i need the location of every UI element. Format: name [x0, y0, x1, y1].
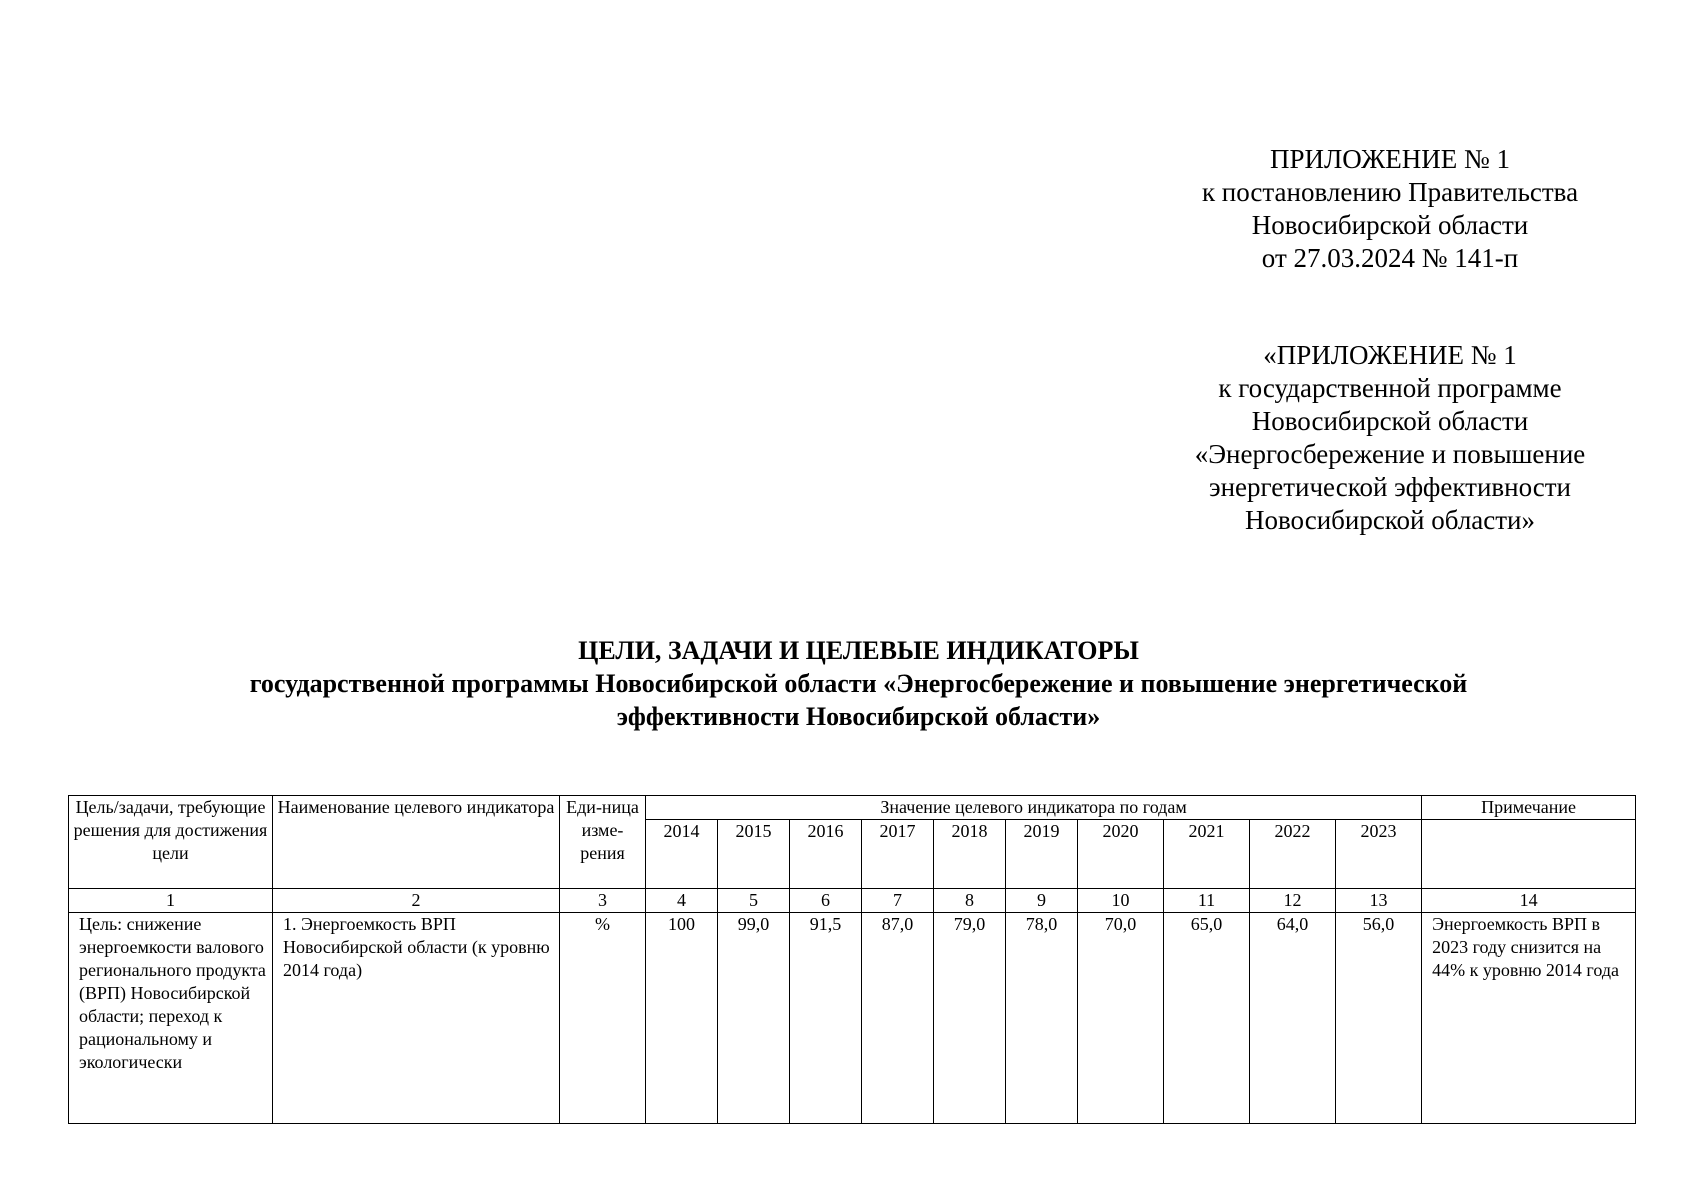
- document-title: ЦЕЛИ, ЗАДАЧИ И ЦЕЛЕВЫЕ ИНДИКАТОРЫ: [578, 636, 1139, 665]
- decree-attachment-block: [1140, 143, 1640, 275]
- cell-goal: Цель: снижение энергоемкости валового регионального продукта (ВРП) Новосибирской области; переход к рациональному и экологически: [69, 913, 273, 1124]
- document-subtitle-line1: государственной программы Новосибирской области «Энергосбережение и повышение энергетической: [249, 669, 1468, 698]
- header-year: 2022: [1250, 820, 1336, 889]
- header-year: 2020: [1078, 820, 1164, 889]
- header-year: 2015: [718, 820, 790, 889]
- indicators-table: [68, 795, 1636, 1124]
- decree-attachment-line: от 27.03.2024 № 141-п: [1261, 243, 1519, 273]
- header-unit: Еди-ница изме-рения: [560, 796, 646, 889]
- cell-value: 70,0: [1078, 913, 1164, 1124]
- cell-value: 91,5: [790, 913, 862, 1124]
- cell-value: 78,0: [1006, 913, 1078, 1124]
- header-year: 2019: [1006, 820, 1078, 889]
- document-subtitle-line2: эффективности Новосибирской области»: [616, 702, 1101, 731]
- header-year: 2016: [790, 820, 862, 889]
- cell-value: 65,0: [1164, 913, 1250, 1124]
- column-number: 7: [862, 889, 934, 913]
- header-year: 2017: [862, 820, 934, 889]
- header-indicator: Наименование целевого индикатора: [273, 796, 560, 889]
- program-attachment-block: [1140, 339, 1640, 537]
- header-year: 2014: [646, 820, 718, 889]
- program-attachment-line: «ПРИЛОЖЕНИЕ № 1: [1263, 340, 1517, 370]
- header-values-by-year: Значение целевого индикатора по годам: [646, 796, 1422, 820]
- header-year: 2021: [1164, 820, 1250, 889]
- column-number: 1: [69, 889, 273, 913]
- program-attachment-line: Новосибирской области»: [1244, 505, 1536, 535]
- cell-value: 87,0: [862, 913, 934, 1124]
- header-note: Примечание: [1422, 796, 1636, 820]
- header-year: 2023: [1336, 820, 1422, 889]
- table-column-number-row: [69, 889, 1636, 913]
- cell-value: 100: [646, 913, 718, 1124]
- document-heading: [60, 634, 1657, 733]
- cell-value: 99,0: [718, 913, 790, 1124]
- cell-indicator: 1. Энергоемкость ВРП Новосибирской области (к уровню 2014 года): [273, 913, 560, 1124]
- column-number: 8: [934, 889, 1006, 913]
- column-number: 4: [646, 889, 718, 913]
- header-goal: Цель/задачи, требующие решения для достижения цели: [69, 796, 273, 889]
- column-number: 12: [1250, 889, 1336, 913]
- cell-value: 79,0: [934, 913, 1006, 1124]
- column-number: 2: [273, 889, 560, 913]
- decree-attachment-line: Новосибирской области: [1251, 210, 1529, 240]
- program-attachment-line: Новосибирской области: [1251, 406, 1529, 436]
- column-number: 5: [718, 889, 790, 913]
- table-row: [69, 913, 1636, 1124]
- program-attachment-line: к государственной программе: [1218, 373, 1562, 403]
- header-note-empty: [1422, 820, 1636, 889]
- cell-note: Энергоемкость ВРП в 2023 году снизится на 44% к уровню 2014 года: [1422, 913, 1636, 1124]
- program-attachment-line: энергетической эффективности: [1209, 472, 1571, 502]
- decree-attachment-line: ПРИЛОЖЕНИЕ № 1: [1269, 144, 1511, 174]
- column-number: 10: [1078, 889, 1164, 913]
- cell-value: 56,0: [1336, 913, 1422, 1124]
- decree-attachment-line: к постановлению Правительства: [1201, 177, 1579, 207]
- cell-value: 64,0: [1250, 913, 1336, 1124]
- table-header-row: [69, 796, 1636, 820]
- column-number: 6: [790, 889, 862, 913]
- column-number: 3: [560, 889, 646, 913]
- column-number: 14: [1422, 889, 1636, 913]
- header-year: 2018: [934, 820, 1006, 889]
- program-attachment-line: «Энергосбережение и повышение: [1194, 439, 1586, 469]
- column-number: 11: [1164, 889, 1250, 913]
- column-number: 13: [1336, 889, 1422, 913]
- cell-unit: %: [560, 913, 646, 1124]
- column-number: 9: [1006, 889, 1078, 913]
